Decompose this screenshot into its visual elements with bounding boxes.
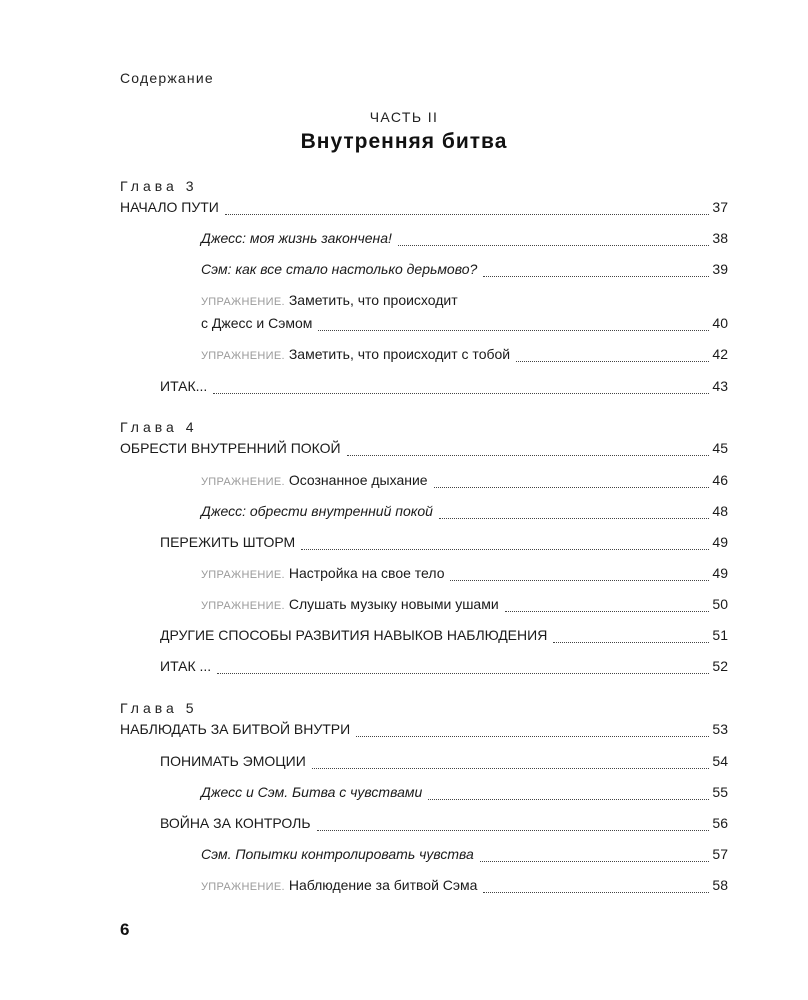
toc-entry[interactable] [201,503,728,525]
exercise-tag: УПРАЖНЕНИЕ. [201,350,285,362]
exercise-tag: УПРАЖНЕНИЕ. [201,569,285,581]
toc-entry-page: 55 [712,784,728,800]
toc-entry-page: 58 [712,877,728,893]
toc-entry-page: 38 [712,230,728,246]
toc-entry-title: Заметить, что происходит [288,292,458,308]
dot-leader [312,768,710,769]
dot-leader [318,330,709,331]
exercise-tag: УПРАЖНЕНИЕ. [201,296,285,308]
toc-entry-title: Наблюдение за битвой Сэма [288,877,478,893]
toc-entry-page: 49 [712,534,728,550]
toc-entry-page: 48 [712,503,728,519]
toc-entry-title: Джесс: моя жизнь закончена! [201,230,392,246]
toc-entry[interactable] [201,346,728,368]
toc-entry-title: НАБЛЮДАТЬ ЗА БИТВОЙ ВНУТРИ [120,721,351,737]
toc-entry[interactable] [201,472,728,494]
toc-entry-title: ИТАК... [160,378,208,394]
toc-entry-title: Слушать музыку новыми ушами [288,596,499,612]
dot-leader [434,487,710,488]
toc-entry[interactable] [201,261,728,283]
toc-entry[interactable] [120,199,728,221]
chapter-label: Глава 4 [120,419,198,435]
toc-entry-page: 52 [712,658,728,674]
dot-leader [553,642,709,643]
toc-entry-page: 53 [712,721,728,737]
dot-leader [225,214,710,215]
toc-entry-title: Заметить, что происходит с тобой [288,346,511,362]
dot-leader [217,673,709,674]
toc-entry-title: ПЕРЕЖИТЬ ШТОРМ [160,534,296,550]
toc-entry[interactable] [201,315,728,337]
toc-entry-title: ВОЙНА ЗА КОНТРОЛЬ [160,815,311,831]
exercise-tag: УПРАЖНЕНИЕ. [201,600,285,612]
exercise-tag: УПРАЖНЕНИЕ. [201,476,285,488]
dot-leader [483,276,709,277]
dot-leader [516,361,709,362]
dot-leader [439,518,709,519]
toc-entry-title: НАЧАЛО ПУТИ [120,199,219,215]
toc-entry-title: ДРУГИЕ СПОСОБЫ РАЗВИТИЯ НАВЫКОВ НАБЛЮДЕНИЯ [160,627,548,643]
toc-entry-title: Джесс и Сэм. Битва с чувствами [201,784,423,800]
toc-entry[interactable] [201,784,728,806]
dot-leader [398,245,710,246]
toc-entry-page: 42 [712,346,728,362]
dot-leader [480,861,710,862]
toc-entry[interactable] [201,565,728,587]
page-number: 6 [120,920,130,939]
toc-entry[interactable] [201,846,728,868]
dot-leader [213,393,709,394]
toc-entry-title: Настройка на свое тело [288,565,445,581]
dot-leader [301,549,709,550]
part-label: ЧАСТЬ II [369,109,439,125]
running-head: Содержание [120,70,214,86]
toc-entry-page: 39 [712,261,728,277]
toc-entry-page: 49 [712,565,728,581]
toc-entry-page: 56 [712,815,728,831]
toc-entry-title-continued: с Джесс и Сэмом [201,315,313,331]
toc-entry[interactable] [160,378,728,400]
toc-entry-title: ИТАК ... [160,658,212,674]
toc-entry-title: ОБРЕСТИ ВНУТРЕННИЙ ПОКОЙ [120,440,341,456]
dot-leader [317,830,710,831]
toc-entry[interactable] [201,877,728,899]
toc-entry[interactable] [201,596,728,618]
toc-entry-page: 57 [712,846,728,862]
toc-entry-page: 54 [712,753,728,769]
toc-entry-page: 40 [712,315,728,331]
dot-leader [356,736,709,737]
part-title: Внутренняя битва [300,130,508,153]
toc-entry-title: Сэм. Попытки контролировать чувства [201,846,474,862]
toc-entry[interactable] [160,753,728,775]
toc-entry[interactable] [201,230,728,252]
toc-entry-page: 37 [712,199,728,215]
dot-leader [428,799,709,800]
toc-entry-page: 46 [712,472,728,488]
toc-entry-page: 50 [712,596,728,612]
dot-leader [483,892,709,893]
chapter-label: Глава 5 [120,700,198,716]
toc-entry-title: Осознанное дыхание [288,472,428,488]
toc-entry[interactable] [160,627,728,649]
chapter-label: Глава 3 [120,178,198,194]
toc-entry-title: Сэм: как все стало настолько дерьмово? [201,261,478,277]
toc-entry[interactable] [120,440,728,462]
toc-entry-first-line[interactable] [201,292,458,314]
toc-entry-page: 43 [712,378,728,394]
toc-entry[interactable] [160,658,728,680]
exercise-tag: УПРАЖНЕНИЕ. [201,881,285,893]
toc-entry[interactable] [160,815,728,837]
dot-leader [505,611,710,612]
toc-entry-title: Джесс: обрести внутренний покой [201,503,433,519]
toc-entry[interactable] [120,721,728,743]
toc-entry-title: ПОНИМАТЬ ЭМОЦИИ [160,753,306,769]
dot-leader [347,455,710,456]
toc-entry-page: 51 [712,627,728,643]
toc-entry-page: 45 [712,440,728,456]
dot-leader [450,580,709,581]
toc-entry[interactable] [160,534,728,556]
